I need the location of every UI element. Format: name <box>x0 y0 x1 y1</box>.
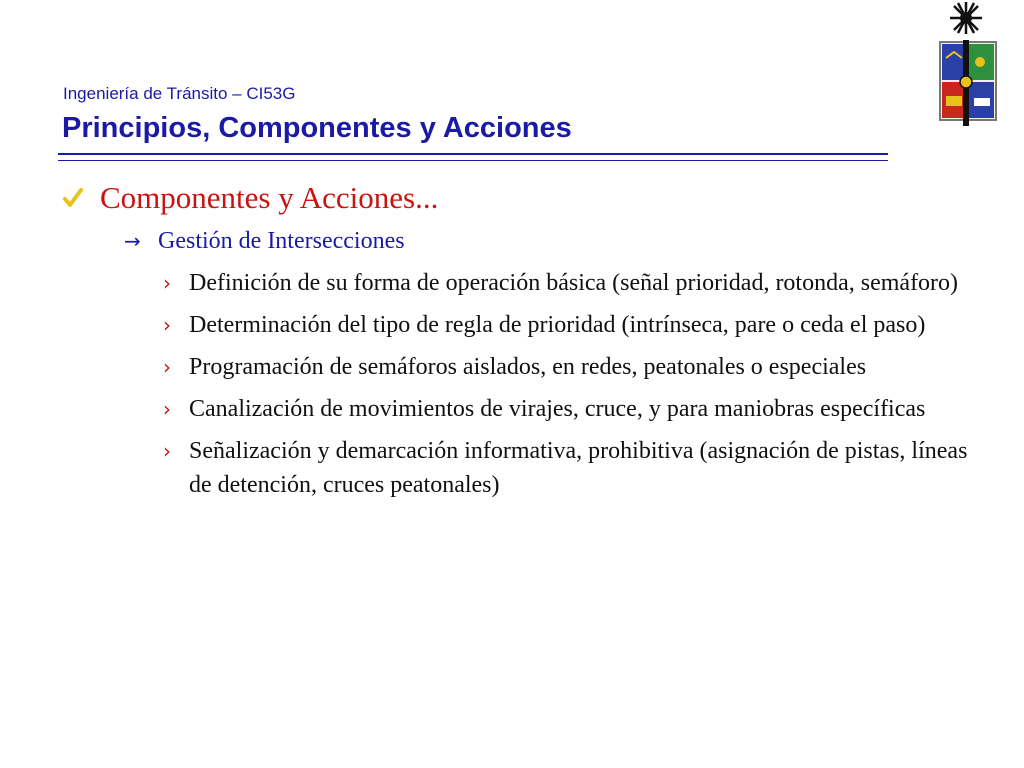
list-item-text: Definición de su forma de operación básica (señal prioridad, rotonda, semáforo) <box>189 270 959 296</box>
list-item <box>163 350 973 384</box>
title-divider-thick <box>58 153 888 155</box>
level3-list <box>163 266 973 510</box>
title-divider-thin <box>58 160 888 161</box>
checkmark-icon <box>62 187 84 209</box>
chevron-right-icon: › <box>163 271 171 295</box>
level2-text: Gestión de Intersecciones <box>158 228 405 254</box>
level1-bullet <box>62 180 438 216</box>
list-item <box>163 434 973 502</box>
list-item-text: Señalización y demarcación informativa, prohibitiva (asignación de pistas, líneas de detención, cruces peatonales) <box>189 438 968 498</box>
list-item-text: Programación de semáforos aislados, en redes, peatonales o especiales <box>189 354 867 380</box>
list-item <box>163 266 973 300</box>
list-item-text: Canalización de movimientos de virajes, cruce, y para maniobras específicas <box>189 396 926 422</box>
university-crest-icon <box>932 0 1000 128</box>
list-item <box>163 392 973 426</box>
list-item-text: Determinación del tipo de regla de prioridad (intrínseca, pare o ceda el paso) <box>189 312 926 338</box>
level1-text: Componentes y Acciones... <box>100 180 439 215</box>
level2-bullet <box>124 228 405 255</box>
arrow-right-icon: → <box>124 229 141 253</box>
slide-title: Principios, Componentes y Acciones <box>62 112 572 144</box>
chevron-right-icon: › <box>163 355 171 379</box>
chevron-right-icon: › <box>163 439 171 463</box>
list-item <box>163 308 973 342</box>
chevron-right-icon: › <box>163 397 171 421</box>
course-title: Ingeniería de Tránsito – CI53G <box>63 84 296 103</box>
chevron-right-icon: › <box>163 313 171 337</box>
